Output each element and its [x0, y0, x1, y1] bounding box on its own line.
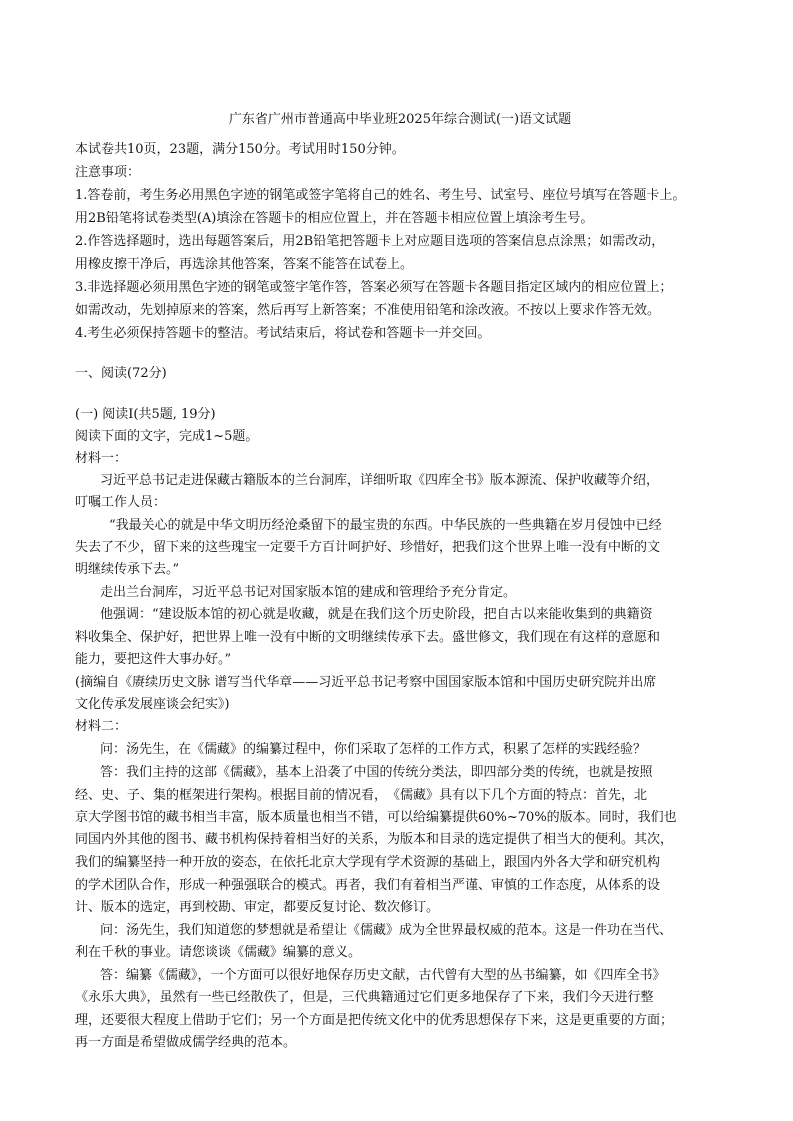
notice-heading: 注意事项：	[75, 165, 141, 180]
answer-line: 计、版本的选定，再到校勘、审定，都要反复讨论、数次修订。	[75, 900, 440, 915]
paragraph-line: 习近平总书记走进保藏古籍版本的兰台洞库，详细听取《四库全书》版本源流、保护收藏等介绍，	[100, 473, 660, 488]
answer-line: 经、史、子、集的框架进行架构。根据目前的情况看， 《儒藏》具有以下几个方面的特点：首先，北	[75, 788, 648, 803]
material-two-label: 材料二：	[75, 719, 128, 734]
paragraph-line: 走出兰台洞库，习近平总书记对国家版本馆的建成和管理给予充分肯定。	[100, 585, 517, 600]
answer-line: 我们的编纂坚持一种开放的姿态，在依托北京大学现有学术资源的基础上，跟国内外各大学和研究机构	[75, 855, 661, 870]
answer-line: 京大学图书馆的藏书相当丰富，版本质量也相当不错，可以给编纂提供60%~70%的版本。同时，我们也	[75, 810, 677, 825]
question-line: 问：汤先生，我们知道您的梦想就是希望让《儒藏》成为全世界最权威的范本。这是一件功在当代、	[100, 923, 673, 938]
paragraph-line: 能力，要把这件大事办好。”	[75, 652, 232, 667]
notice-item-1-cont: 用2B铅笔将试卷类型(A)填涂在答题卡的相应位置上，并在答题卡相应位置上填涂考生号。	[75, 211, 594, 226]
notice-item-3-cont: 如需改动，先划掉原来的答案，然后再写上新答案；不准使用铅笔和涂改液。不按以上要求作答无效。	[75, 303, 661, 318]
notice-item-3: 3.非选择题必须用黑色字迹的钢笔或签字笔作答，答案必须写在答题卡各题目指定区域内的相应位置上；	[75, 280, 673, 295]
question-line: 问：汤先生，在《儒藏》的编纂过程中，你们采取了怎样的工作方式，积累了怎样的实践经验？	[100, 742, 647, 757]
answer-line: 再一方面是希望做成儒学经典的范本。	[75, 1035, 297, 1050]
question-line: 利在千秋的事业。请您谈谈《儒藏》编纂的意义。	[75, 945, 362, 960]
paragraph-line: 料收集全、保护好，把世界上唯一没有中断的文明继续传承下去。盛世修文，我们现在有这样的意愿和	[75, 630, 661, 645]
page-title: 广东省广州市普通高中毕业班2025年综合测试(一)语文试题	[228, 112, 572, 127]
exam-info-line: 本试卷共10页，23题，满分150分。考试用时150分钟。	[75, 142, 405, 157]
material-one-label: 材料一：	[75, 451, 128, 466]
answer-line: 理，还要很大程度上借助于它们；另一个方面是把传统文化中的优秀思想保存下来，这是更重要的方面；	[75, 1013, 674, 1028]
answer-line: 答：编纂《儒藏》，一个方面可以很好地保存历史文献，古代曾有大型的丛书编纂，如《四库全书》	[100, 968, 666, 983]
section-heading: 一、阅读(72分)	[75, 366, 167, 381]
paragraph-line: 叮嘱工作人员：	[75, 495, 167, 510]
notice-item-2-cont: 用橡皮擦干净后，再选涂其他答案，答案不能答在试卷上。	[75, 257, 414, 272]
paragraph-line: 他强调：“建设版本馆的初心就是收藏，就是在我们这个历史阶段，把自古以来能收集到的典籍资	[100, 607, 653, 622]
quote-line: 失去了不少，留下来的这些瑰宝一定要千方百计呵护好、珍惜好，把我们这个世界上唯一没有中断的文	[75, 540, 661, 555]
quote-line: 明继续传承下去。”	[75, 562, 180, 577]
instruction-line: 阅读下面的文字，完成1~5题。	[75, 429, 259, 444]
subsection-heading: (一) 阅读Ⅰ(共5题, 19分)	[75, 407, 216, 422]
answer-line: 《永乐大典》，虽然有一些已经散佚了，但是，三代典籍通过它们更多地保存了下来，我们今天进行整	[75, 990, 654, 1005]
notice-item-2: 2.作答选择题时，选出每题答案后，用2B铅笔把答题卡上对应题目选项的答案信息点涂黑；如需改动，	[75, 234, 665, 249]
answer-line: 同国内外其他的图书、藏书机构保持着相当好的关系，为版本和目录的选定提供了相当大的便利。其次，	[75, 832, 674, 847]
source-citation: 文化传承发展座谈会纪实》)	[75, 697, 230, 712]
notice-item-4: 4.考生必须保持答题卡的整洁。考试结束后，将试卷和答题卡一并交回。	[75, 326, 491, 341]
answer-line: 的学术团队合作，形成一种强强联合的模式。再者，我们有着相当严谨、审慎的工作态度，从体系的设	[75, 878, 661, 893]
source-citation: (摘编自《赓续历史文脉 谱写当代华章——习近平总书记考察中国国家版本馆和中国历史研究院并出席	[75, 675, 657, 690]
quote-line: “我最关心的就是中华文明历经沧桑留下的最宝贵的东西。中华民族的一些典籍在岁月侵蚀中已经	[109, 518, 662, 533]
answer-line: 答：我们主持的这部《儒藏》，基本上沿袭了中国的传统分类法，即四部分类的传统，也就是按照	[100, 765, 653, 780]
notice-item-1: 1.答卷前，考生务必用黑色字迹的钢笔或签字笔将自己的姓名、考生号、试室号、座位号填写在答题卡上。	[75, 188, 686, 203]
